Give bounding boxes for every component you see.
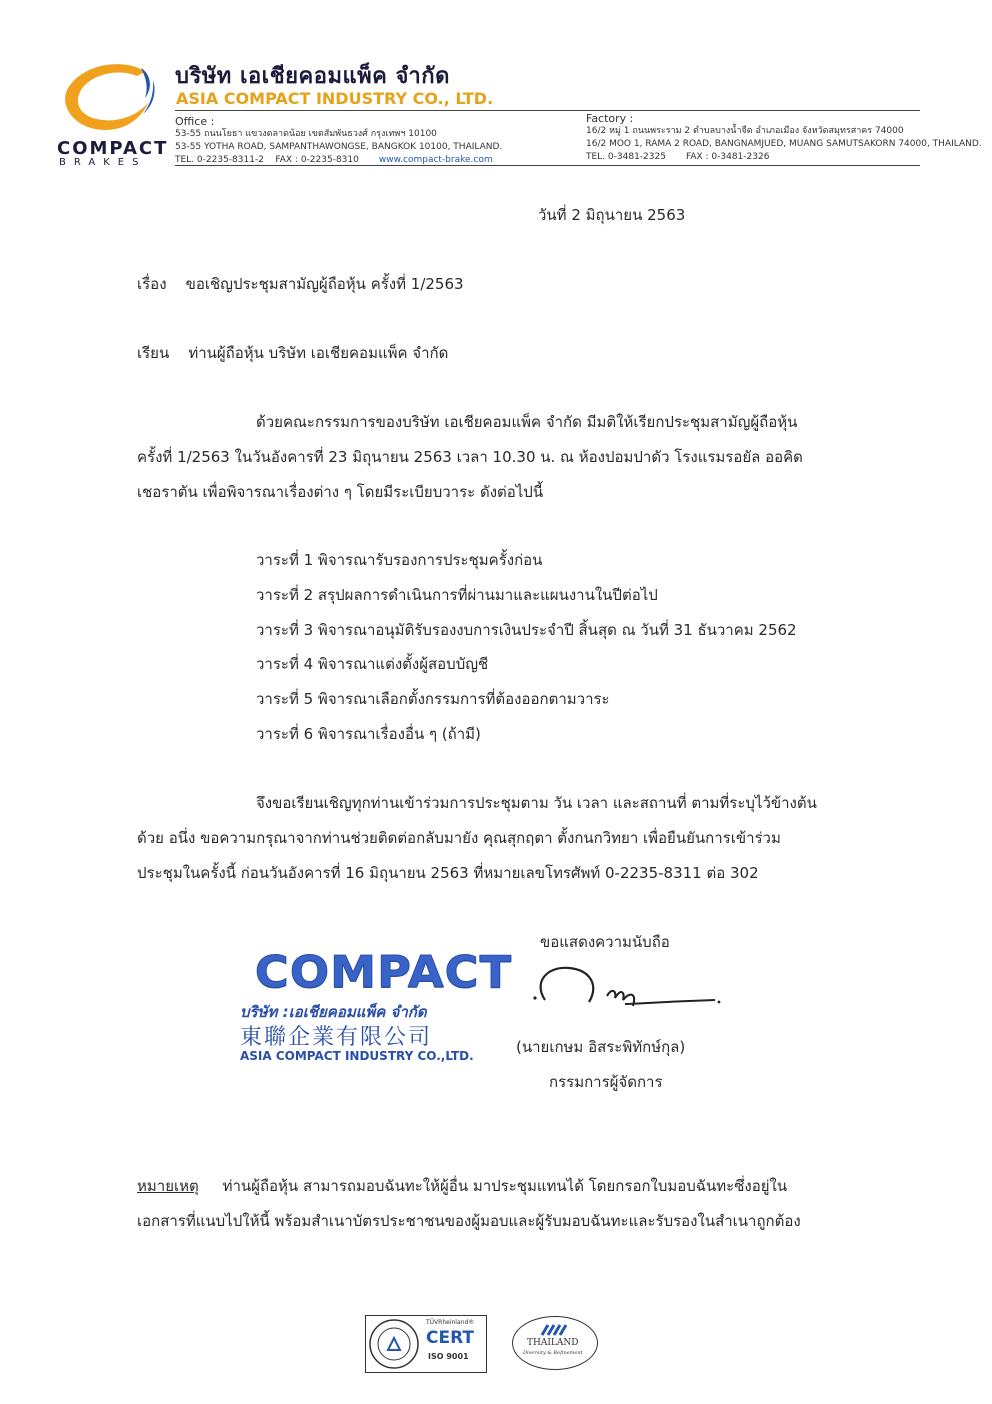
iso-label: ISO 9001 (428, 1352, 469, 1361)
thailand-brand-badge (512, 1316, 598, 1370)
recipient-row (137, 341, 448, 365)
factory-contact (586, 151, 982, 164)
thailand-wave-icon (540, 1323, 570, 1337)
agenda-item-3: วาระที่ 3 พิจารณาอนุมัติรับรองงบการเงินประจำปี สิ้นสุด ณ วันที่ 31 ธันวาคม 2562 (256, 621, 797, 639)
signer-title: กรรมการผู้จัดการ (549, 1073, 663, 1091)
paragraph-2-line-3: ประชุมในครั้งนี้ ก่อนวันอังคารที่ 16 มิถุนายน 2563 ที่หมายเลขโทรศัพท์ 0-2235-8311 ต่อ 302 (137, 864, 759, 882)
agenda-item-2: วาระที่ 2 สรุปผลการดำเนินการที่ผ่านมาและแผนงานในปีต่อไป (256, 586, 658, 604)
agenda-item-5: วาระที่ 5 พิจารณาเลือกตั้งกรรมการที่ต้องออกตามวาระ (256, 690, 610, 708)
paragraph-2-line-2: ด้วย อนึ่ง ขอความกรุณาจากท่านช่วยติดต่อกลับมายัง คุณสุกฤตา ตั้งกนกวิทยา เพื่อยืนยันการเข้าร่วม (137, 829, 781, 847)
factory-fax: FAX : 0-3481-2326 (685, 152, 770, 162)
logo-subtitle: BRAKES (59, 157, 147, 168)
stamp-english-name: ASIA COMPACT INDUSTRY CO.,LTD. (240, 1049, 474, 1063)
factory-line1: 16/2 หมู่ 1 ถนนพระราม 2 ตำบลบางน้ำจืด อำเภอเมือง จังหวัดสมุทรสาคร 74000 (586, 126, 904, 136)
subject-label: เรื่อง (137, 275, 167, 293)
letter-date: วันที่ 2 มิถุนายน 2563 (538, 206, 686, 224)
company-logo (55, 60, 169, 170)
closing-text: ขอแสดงความนับถือ (540, 933, 670, 951)
thailand-label: THAILAND (527, 1338, 579, 1348)
paragraph-1-line-3: เชอราตัน เพื่อพิจารณาเรื่องต่าง ๆ โดยมีระเบียบวาระ ดังต่อไปนี้ (137, 483, 544, 501)
office-address (175, 115, 502, 167)
tuv-certification (365, 1315, 487, 1373)
paragraph-1-line-1: ด้วยคณะกรรมการของบริษัท เอเชียคอมแพ็ค จำกัด มีมติให้เรียกประชุมสามัญผู้ถือหุ้น (256, 413, 798, 431)
logo-wordmark: COMPACT (57, 138, 169, 159)
tuv-seal-icon (368, 1318, 420, 1370)
paragraph-1-line-2: ครั้งที่ 1/2563 ในวันอังคารที่ 23 มิถุนายน 2563 เวลา 10.30 น. ณ ห้องปอมปาดัว โรงแรมรอยัล ออคิด (137, 448, 803, 466)
stamp-chinese-name: 東聯企業有限公司 (240, 1025, 433, 1050)
office-line1: 53-55 ถนนโยธา แขวงตลาดน้อย เขตสัมพันธวงศ์ กรุงเทพฯ 10100 (175, 129, 437, 139)
header-divider-top (175, 110, 920, 111)
recipient-text: ท่านผู้ถือหุ้น บริษัท เอเชียคอมแพ็ค จำกัด (188, 344, 449, 362)
subject-text: ขอเชิญประชุมสามัญผู้ถือหุ้น ครั้งที่ 1/2563 (185, 275, 464, 293)
office-line2: 53-55 YOTHA ROAD, SAMPANTHAWONGSE, BANGKOK 10100, THAILAND. (175, 142, 503, 152)
note-label: หมายเหตุ (137, 1177, 199, 1195)
office-label: Office : (175, 115, 215, 128)
note-line-1 (137, 1174, 787, 1198)
factory-tel: TEL. 0-3481-2325 (586, 152, 666, 162)
factory-address (586, 112, 982, 164)
signature-icon (525, 962, 725, 1022)
agenda-item-6: วาระที่ 6 พิจารณาเรื่องอื่น ๆ (ถ้ามี) (256, 725, 481, 743)
recipient-label: เรียน (137, 344, 170, 362)
company-name-en: ASIA COMPACT INDUSTRY CO., LTD. (176, 89, 494, 108)
header-divider-bottom (175, 165, 920, 166)
office-tel: TEL. 0-2235-8311-2 (175, 155, 264, 165)
thailand-subtitle: Diversity & Refinement (523, 1350, 583, 1356)
stamp-thai-name: บริษัท :เอเชียคอมแพ็ค จำกัด (240, 1003, 427, 1021)
subject-row (137, 272, 464, 296)
agenda-item-4: วาระที่ 4 พิจารณาแต่งตั้งผู้สอบบัญชี (256, 655, 489, 673)
office-fax: FAX : 0-2235-8310 (275, 155, 359, 165)
cert-label: CERT (426, 1328, 475, 1348)
paragraph-2-line-1: จึงขอเรียนเชิญทุกท่านเข้าร่วมการประชุมตาม วัน เวลา และสถานที่ ตามที่ระบุไว้ข้างต้น (256, 794, 817, 812)
company-name-th: บริษัท เอเชียคอมแพ็ค จำกัด (175, 64, 450, 89)
tuv-name: TÜVRheinland® (426, 1319, 475, 1326)
logo-swoosh-icon (57, 60, 157, 140)
agenda-item-1: วาระที่ 1 พิจารณารับรองการประชุมครั้งก่อน (256, 551, 543, 569)
factory-line2: 16/2 MOO 1, RAMA 2 ROAD, BANGNAMJUED, MUANG SAMUTSAKORN 74000, THAILAND. (586, 139, 982, 149)
website-link[interactable]: www.compact-brake.com (378, 155, 493, 165)
note-line-2: เอกสารที่แนบไปให้นี้ พร้อมสำเนาบัตรประชาชนของผู้มอบและผู้รับมอบฉันทะและรับรองในสำเนาถูกต้อง (137, 1212, 801, 1230)
signer-name: (นายเกษม อิสระพิทักษ์กุล) (516, 1038, 686, 1056)
company-stamp (235, 945, 513, 1070)
stamp-wordmark: COMPACT (254, 947, 513, 998)
factory-label: Factory : (586, 112, 634, 125)
note-text-1: ท่านผู้ถือหุ้น สามารถมอบฉันทะให้ผู้อื่น มาประชุมแทนได้ โดยกรอกใบมอบฉันทะซึ่งอยู่ใน (222, 1177, 788, 1195)
